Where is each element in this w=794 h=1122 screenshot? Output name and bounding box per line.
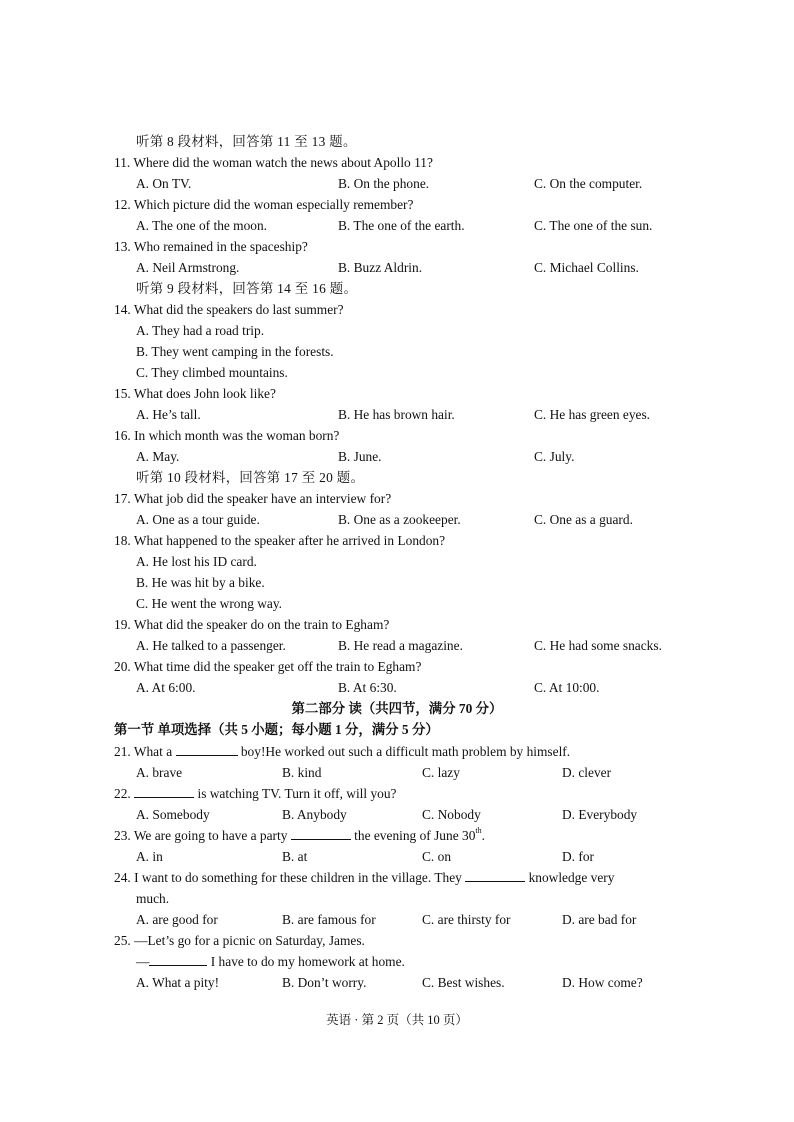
- question-23: [114, 825, 485, 846]
- option-c: C. Best wishes.: [422, 975, 505, 990]
- option-c: C. Michael Collins.: [534, 260, 639, 275]
- options-22: [0, 804, 794, 825]
- question-24: [114, 867, 614, 888]
- option-a: A. At 6:00.: [136, 680, 196, 695]
- option-d: D. Everybody: [562, 807, 638, 822]
- question-22: [114, 783, 396, 804]
- question-15: 15. What does John look like?: [114, 386, 276, 401]
- option-b: B. They went camping in the forests.: [136, 344, 334, 359]
- option-c: C. July.: [534, 449, 575, 464]
- option-c: C. On the computer.: [534, 176, 643, 191]
- option-b: B. At 6:30.: [338, 680, 397, 695]
- question-text: 24. I want to do something for these children in the village. They: [114, 870, 462, 885]
- question-24-continued: much.: [136, 891, 170, 906]
- question-text: knowledge very: [528, 870, 615, 885]
- question-text: is watching TV. Turn it off, will you?: [197, 786, 397, 801]
- answer-blank: [176, 741, 238, 756]
- options-12: [0, 215, 794, 236]
- question-14: 14. What did the speakers do last summer?: [114, 302, 344, 317]
- page-footer: 英语 · 第 2 页（共 10 页）: [326, 1013, 468, 1027]
- options-23: [0, 846, 794, 867]
- option-c: C. Nobody: [422, 807, 481, 822]
- question-text: 22.: [114, 786, 131, 801]
- question-16: 16. In which month was the woman born?: [114, 428, 340, 443]
- question-25-reply: [136, 951, 405, 972]
- option-a: A. Neil Armstrong.: [136, 260, 240, 275]
- option-a: A. Somebody: [136, 807, 210, 822]
- part-2-title: 第二部分 读（共四节，满分 70 分）: [291, 701, 503, 716]
- option-a: A. One as a tour guide.: [136, 512, 260, 527]
- option-b: B. He read a magazine.: [338, 638, 463, 653]
- options-11: [0, 173, 794, 194]
- option-b: B. On the phone.: [338, 176, 430, 191]
- option-c: C. He went the wrong way.: [136, 596, 283, 611]
- instruction-10: 听第 10 段材料，回答第 17 至 20 题。: [136, 470, 365, 485]
- option-b: B. He was hit by a bike.: [136, 575, 265, 590]
- question-text: 23. We are going to have a party: [114, 828, 288, 843]
- question-text: the evening of June 30: [354, 828, 476, 843]
- instruction-8: 听第 8 段材料，回答第 11 至 13 题。: [136, 134, 357, 149]
- question-text: —: [136, 954, 150, 969]
- option-a: A. They had a road trip.: [136, 323, 265, 338]
- question-text: 21. What a: [114, 744, 173, 759]
- options-25: [0, 972, 794, 993]
- option-a: A. He’s tall.: [136, 407, 201, 422]
- superscript: th: [475, 826, 482, 835]
- question-text: I have to do my homework at home.: [210, 954, 405, 969]
- option-c: C. on: [422, 849, 452, 864]
- question-12: 12. Which picture did the woman especially remember?: [114, 197, 414, 212]
- option-c: C. He has green eyes.: [534, 407, 651, 422]
- question-19: 19. What did the speaker do on the train to Egham?: [114, 617, 390, 632]
- options-13: [0, 257, 794, 278]
- question-text: .: [481, 828, 485, 843]
- option-a: A. What a pity!: [136, 975, 220, 990]
- question-11: 11. Where did the woman watch the news about Apollo 11?: [114, 155, 433, 170]
- question-17: 17. What job did the speaker have an interview for?: [114, 491, 392, 506]
- answer-blank: [291, 825, 351, 840]
- answer-blank: [134, 783, 194, 798]
- options-20: [0, 677, 794, 698]
- option-c: C. They climbed mountains.: [136, 365, 288, 380]
- option-b: B. Anybody: [282, 807, 347, 822]
- option-d: D. are bad for: [562, 912, 637, 927]
- question-text: boy!He worked out such a difficult math problem by himself.: [240, 744, 571, 759]
- question-21: [114, 741, 570, 762]
- options-19: [0, 635, 794, 656]
- option-d: D. clever: [562, 765, 612, 780]
- option-a: A. He talked to a passenger.: [136, 638, 286, 653]
- option-b: B. One as a zookeeper.: [338, 512, 461, 527]
- option-a: A. The one of the moon.: [136, 218, 268, 233]
- option-a: A. are good for: [136, 912, 218, 927]
- options-16: [0, 446, 794, 467]
- option-d: D. for: [562, 849, 594, 864]
- option-a: A. in: [136, 849, 163, 864]
- question-25: 25. —Let’s go for a picnic on Saturday, James.: [114, 933, 365, 948]
- option-c: C. The one of the sun.: [534, 218, 653, 233]
- option-c: C. He had some snacks.: [534, 638, 662, 653]
- question-18: 18. What happened to the speaker after he arrived in London?: [114, 533, 446, 548]
- answer-blank: [149, 951, 207, 966]
- option-a: A. brave: [136, 765, 183, 780]
- option-b: B. Buzz Aldrin.: [338, 260, 423, 275]
- instruction-9: 听第 9 段材料，回答第 14 至 16 题。: [136, 281, 358, 296]
- option-b: B. He has brown hair.: [338, 407, 455, 422]
- options-15: [0, 404, 794, 425]
- option-c: C. lazy: [422, 765, 460, 780]
- option-b: B. are famous for: [282, 912, 376, 927]
- options-24: [0, 909, 794, 930]
- option-b: B. kind: [282, 765, 322, 780]
- option-c: C. are thirsty for: [422, 912, 511, 927]
- option-a: A. May.: [136, 449, 180, 464]
- options-17: [0, 509, 794, 530]
- answer-blank: [465, 867, 525, 882]
- option-c: C. One as a guard.: [534, 512, 633, 527]
- option-b: B. Don’t worry.: [282, 975, 367, 990]
- option-d: D. How come?: [562, 975, 643, 990]
- option-b: B. June.: [338, 449, 382, 464]
- section-1-title: 第一节 单项选择（共 5 小题；每小题 1 分，满分 5 分）: [114, 722, 439, 737]
- options-21: [0, 762, 794, 783]
- question-20: 20. What time did the speaker get off the train to Egham?: [114, 659, 422, 674]
- option-c: C. At 10:00.: [534, 680, 600, 695]
- option-b: B. at: [282, 849, 308, 864]
- option-b: B. The one of the earth.: [338, 218, 465, 233]
- option-a: A. On TV.: [136, 176, 192, 191]
- option-a: A. He lost his ID card.: [136, 554, 257, 569]
- question-13: 13. Who remained in the spaceship?: [114, 239, 308, 254]
